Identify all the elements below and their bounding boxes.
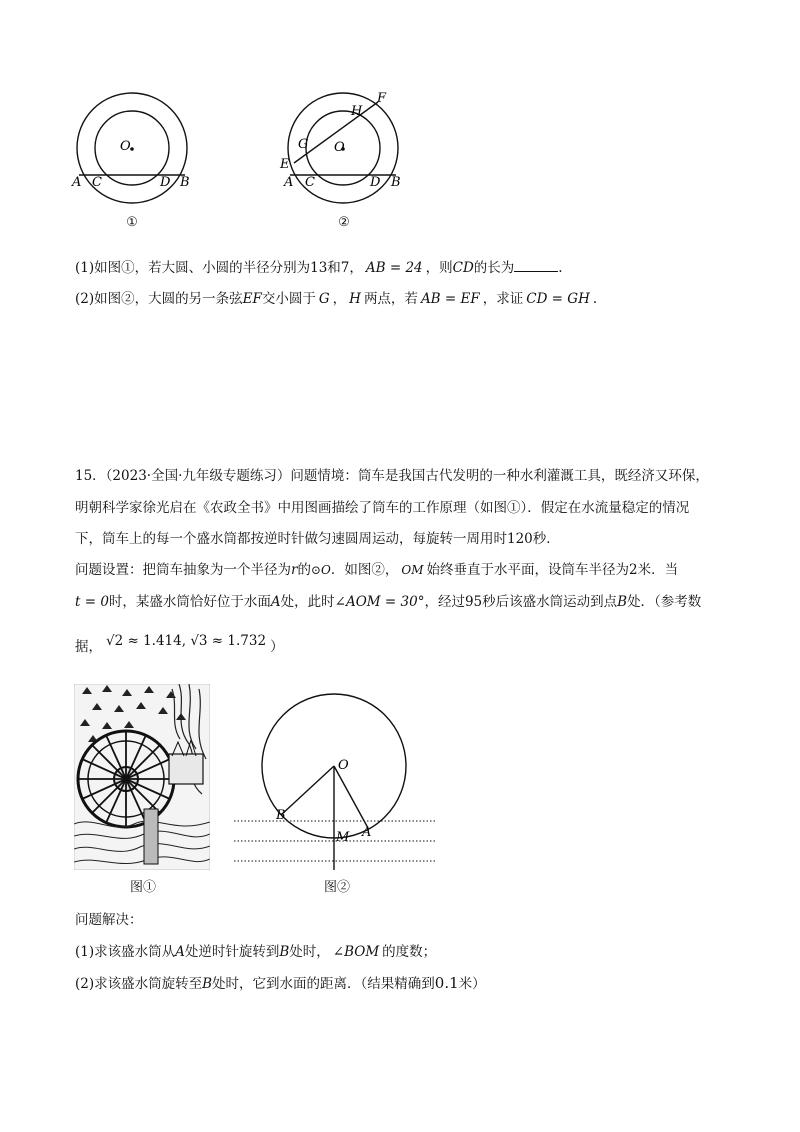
fig2-point-F: F — [377, 91, 387, 106]
fig2-point-O: O — [334, 140, 345, 155]
solve-p1-B: B — [279, 944, 290, 960]
q14-1-mid: ，则 — [425, 260, 453, 276]
q14-2-h: H — [349, 291, 361, 307]
solve-p1-a: (1)求该盛水筒从 — [75, 944, 176, 960]
fig1-label: ① — [126, 215, 138, 230]
fig4-point-A: A — [362, 825, 372, 840]
q14-2-t4: ，求证 — [482, 291, 524, 307]
q14-1-eq: AB = 24 — [365, 260, 423, 276]
fig1-point-B: B — [180, 175, 190, 190]
water-wheel-illustration — [74, 684, 210, 870]
q15-l5-A: A — [270, 594, 281, 610]
q15-l5-B: B — [617, 594, 628, 610]
fig1-point-D: D — [160, 175, 171, 190]
q15-line1: 15．（2023·全国·九年级专题练习）问题情境：筒车是我国古代发明的一种水利灌溉工具，既经济又环保， — [75, 468, 709, 484]
fig4-point-O: O — [338, 758, 349, 773]
q15-l4-a: 问题设置：把筒车抽象为一个半径为 — [75, 562, 291, 578]
fig2-point-E: E — [280, 157, 290, 172]
fig2-point-G: G — [298, 137, 309, 152]
q15-line3: 下，筒车上的每一个盛水筒都按逆时针做匀速圆周运动，每旋转一周用时120秒． — [75, 531, 560, 547]
q15-l6-math: √2 ≈ 1.414, √3 ≈ 1.732 — [106, 633, 267, 649]
solve-p2-c: 米） — [458, 976, 486, 992]
fig2-point-C: C — [305, 175, 315, 190]
solve-p1-b: 处逆时针旋转到 — [184, 944, 280, 960]
q14-1-end: . — [558, 260, 563, 276]
q15-line5 — [75, 593, 701, 611]
figure-wheel-circle-diagram — [232, 684, 437, 874]
q15-line4 — [75, 561, 678, 579]
solve-p2-val: 0.1 — [434, 974, 459, 992]
fig1-point-O: O — [120, 139, 131, 154]
solve-title: 问题解决： — [75, 912, 143, 928]
q15-l6-a: 据， — [75, 639, 102, 655]
solve-p2-b: 处时，它到水面的距离．（结果精确到 — [212, 976, 435, 992]
q14-2-t3: 两点，若 — [363, 291, 418, 307]
solve-p2-a: (2)求该盛水筒旋转至 — [75, 976, 203, 992]
solve-part1 — [75, 943, 436, 961]
fig3-label: 图① — [129, 880, 156, 895]
q14-part2 — [75, 290, 597, 308]
fig2-point-B: B — [391, 175, 401, 190]
solve-p1-A: A — [175, 944, 185, 960]
fig4-point-B: B — [276, 808, 286, 823]
q14-2-eq2: CD = GH — [526, 291, 590, 307]
q15-l4-odot: ⊙O — [310, 563, 331, 577]
q15-l5-ang: ∠AOM = 30° — [334, 594, 425, 610]
solve-p1-ang: ∠BOM — [332, 944, 380, 960]
solve-p1-d: 的度数； — [382, 944, 437, 960]
q14-1-suffix: 的长为 — [473, 260, 515, 276]
fig1-point-A: A — [72, 175, 82, 190]
q14-part1 — [75, 259, 563, 277]
solve-p2-B: B — [202, 976, 213, 992]
q15-l5-d: 处．（参考数 — [627, 594, 702, 610]
q14-2-end: . — [592, 291, 598, 307]
q15-l5-b: 处，此时 — [280, 594, 335, 610]
q15-l5-c: ，经过95秒后该盛水筒运动到点 — [424, 594, 618, 610]
q14-1-prefix: (1)如图①，若大圆、小圆的半径分别为13和7， — [75, 260, 363, 276]
q15-l4-b: 的 — [297, 562, 311, 578]
q14-2-t1: 交小圆于 — [261, 291, 316, 307]
fig4-label: 图② — [323, 880, 350, 895]
q15-line6 — [75, 633, 284, 656]
q15-l4-d: 始终垂直于水平面，设筒车半径为2米．当 — [426, 562, 679, 578]
q14-2-prefix: (2)如图②，大圆的另一条弦 — [75, 291, 243, 307]
fig2-point-H: H — [351, 104, 363, 119]
q15-line2: 明朝科学家徐光启在《农政全书》中用图画描绘了筒车的工作原理（如图①）．假定在水流量稳定的情况 — [75, 500, 690, 516]
q15-l5-a: 时，某盛水筒恰好位于水面 — [108, 594, 271, 610]
fig2-point-D: D — [370, 175, 381, 190]
answer-blank — [514, 259, 558, 272]
q15-l4-om: OM — [401, 563, 424, 577]
q15-l5-t: t = 0 — [75, 594, 109, 610]
fig1-point-C: C — [92, 175, 102, 190]
solve-p1-c: 处时， — [289, 944, 330, 960]
q14-2-eq1: AB = EF — [420, 291, 480, 307]
q14-2-t2: ， — [332, 291, 347, 307]
solve-part2 — [75, 974, 486, 993]
fig4-point-M: M — [336, 830, 350, 845]
q14-2-g: G — [318, 291, 330, 307]
q15-l4-r: r — [291, 562, 298, 578]
q14-2-ef: EF — [242, 291, 262, 307]
q15-l4-c: ．如图②， — [330, 562, 399, 578]
q14-1-var: CD — [452, 260, 474, 276]
fig2-point-A: A — [284, 175, 294, 190]
fig2-label: ② — [338, 215, 350, 230]
q15-l6-b: ） — [270, 639, 284, 655]
